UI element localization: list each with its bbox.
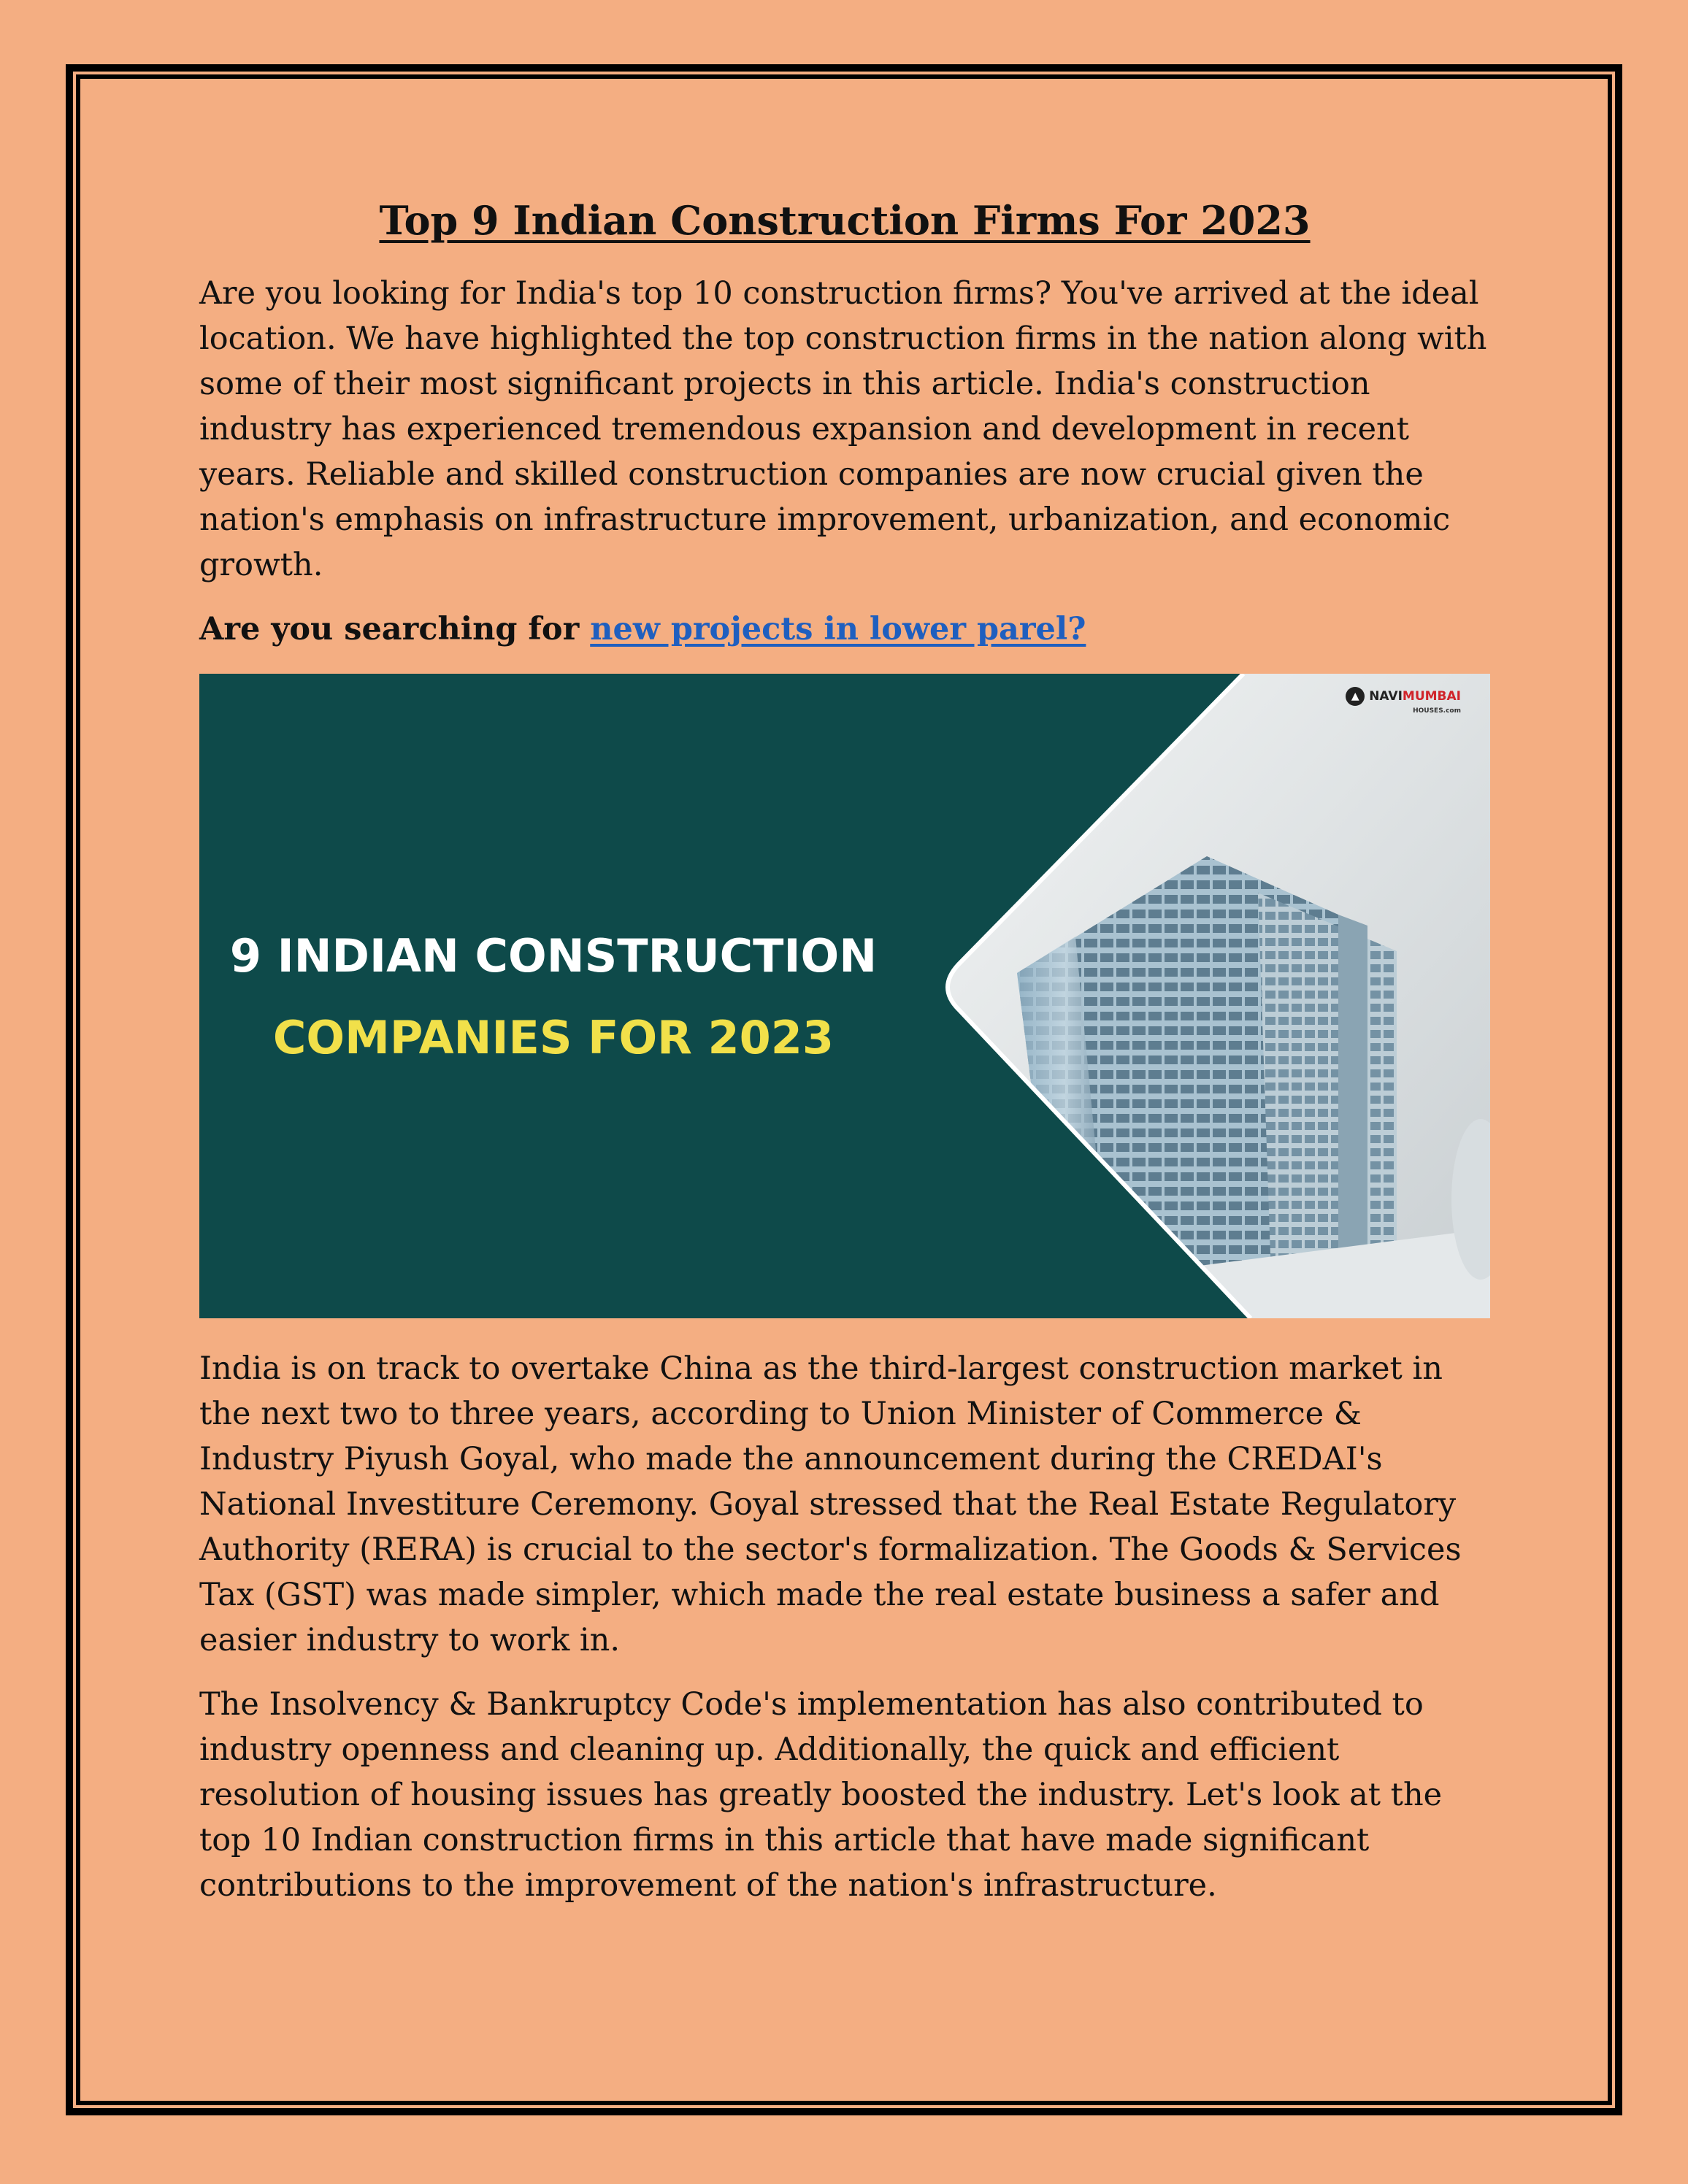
paragraph-market: India is on track to overtake China as the third-largest construction market in the next two to three years, according to Union Minister of Commerce & Industry Piyush Goyal, who made the announcement during the CREDAI's National Investiture Ceremony. Goyal stressed that the Real Estate Regulatory Authority (RERA) is crucial to the sector's formalization. The Goods & Services Tax (GST) was made simpler, which made the real estate business a safer and easier industry to work in. xyxy=(199,1350,1462,1658)
banner-headline-line2: COMPANIES FOR 2023 xyxy=(272,1010,835,1064)
building-logo-icon: ▲ xyxy=(1346,687,1365,706)
article-title: Top 9 Indian Construction Firms For 2023 xyxy=(379,197,1311,244)
banner-headline-line1: 9 INDIAN CONSTRUCTION xyxy=(229,928,878,983)
lower-parel-link[interactable]: new projects in lower parel? xyxy=(590,610,1086,647)
article xyxy=(199,197,1490,1927)
intro-paragraph: Are you looking for India's top 10 construction firms? You've arrived at the ideal location. We have highlighted the top construction firms in the nation along with some of their most significant projects in this article. India's construction industry has experienced tremendous expansion and development in recent years. Reliable and skilled construction companies are now crucial given the nation's emphasis on infrastructure improvement, urbanization, and economic growth. xyxy=(199,274,1487,583)
logo-text xyxy=(1369,689,1461,704)
logo-mumbai: MUMBAI xyxy=(1402,688,1461,704)
brand-logo xyxy=(1346,687,1461,706)
logo-subtext: HOUSES.com xyxy=(1413,707,1461,715)
cta-prefix: Are you searching for xyxy=(199,610,591,647)
banner-image xyxy=(199,674,1490,1318)
paragraph-insolvency: The Insolvency & Bankruptcy Code's implementation has also contributed to industry openness and cleaning up. Additionally, the quick and efficient resolution of housing issues has greatly boosted the industry. Let's look at the top 10 Indian construction firms in this article that have made significant contributions to the improvement of the nation's infrastructure. xyxy=(199,1685,1443,1904)
building-illustration xyxy=(199,674,1490,1318)
logo-navi: NAVI xyxy=(1369,688,1403,704)
cta-line xyxy=(199,607,1490,652)
